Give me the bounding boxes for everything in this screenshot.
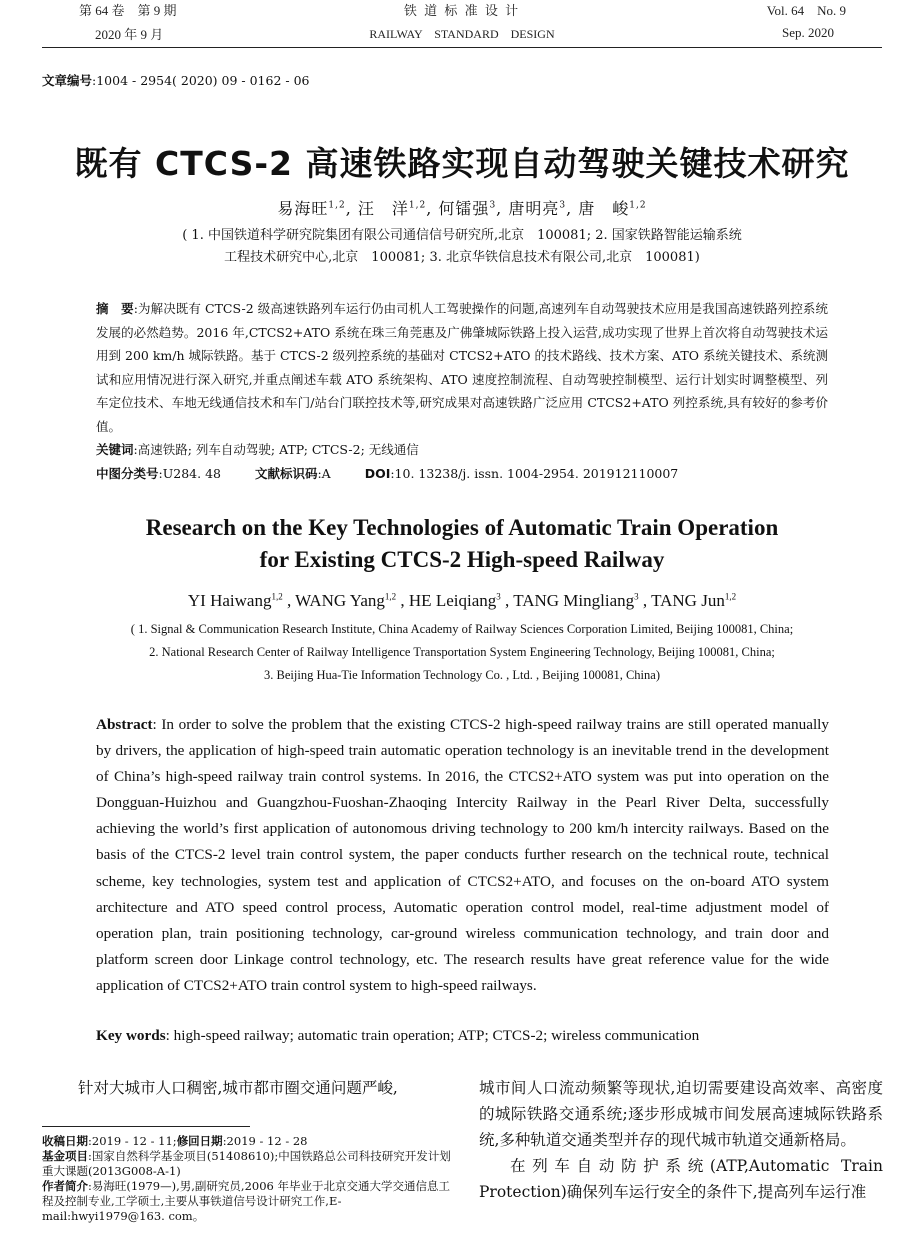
footnote-funding xyxy=(42,1149,452,1179)
keywords-en-text: : high-speed railway; automatic train operation; ATP; CTCS-2; wireless communication xyxy=(165,1027,700,1044)
affiliations-en xyxy=(0,618,924,687)
author-separator: , xyxy=(500,591,514,610)
footnote-text: :国家自然科学基金项目(51408610);中国铁路总公司科技研究开发计划重大课题(2013G008-A-1) xyxy=(42,1149,451,1178)
author-name-cn: 汪 洋 xyxy=(357,199,409,218)
abstract-cn-text: :为解决既有 CTCS-2 级高速铁路列车运行仍由司机人工驾驶操作的问题,高速列车自动驾驶技术应用是我国高速铁路列控系统发展的必然趋势。2016 年,CTCS2+ATO 系统在珠三角莞惠及广佛肇城际铁路上投入运营,成功实现了世界上首次将自动驾驶技术运用到 200 km/h 城际铁路。基于 CTCS-2 级列控系统的基础对 CTCS2+ATO 的技术路线、技术方案、ATO 系统关键技术、系统测试和应用情况进行深入研究,并重点阐述车载 ATO 系统架构、ATO 速度控制流程、自动驾驶控制模型、运行计划实时调整模型、列车定位技术、车地无线通信技术和车门/站台门联控技术等,研究成果对高速铁路广泛应用 CTCS2+ATO 列控系统,具有较好的参考价值。 xyxy=(96,301,828,434)
footnote-label: 基金项目 xyxy=(42,1149,88,1163)
author-name-en: YI Haiwang xyxy=(187,591,272,610)
affiliation-superscript: 3 xyxy=(634,591,639,602)
author-separator: , xyxy=(566,199,579,218)
clc-value: :U284. 48 xyxy=(158,466,221,481)
article-number xyxy=(42,71,310,89)
keywords-cn-label: 关键词 xyxy=(96,442,134,457)
clc-label: 中图分类号 xyxy=(96,466,159,481)
header-volume-en: Vol. 64 No. 9 xyxy=(766,3,846,18)
affiliation-superscript: 3 xyxy=(489,200,497,211)
page-title-en xyxy=(0,512,924,576)
author-name-cn: 何镭强 xyxy=(438,199,490,218)
article-number-value: :1004 - 2954( 2020) 09 - 0162 - 06 xyxy=(92,73,310,88)
affiliations-cn xyxy=(0,225,924,269)
abstract-cn-label: 摘 要 xyxy=(96,301,134,316)
footnote-text: :2019 - 12 - 11; xyxy=(88,1134,177,1148)
footnote-text: :2019 - 12 - 28 xyxy=(222,1134,308,1148)
abstract-en xyxy=(96,712,829,999)
author-name-cn: 易海旺 xyxy=(277,199,329,218)
doc-code-value: :A xyxy=(317,466,331,481)
affiliation-superscript: 1,2 xyxy=(408,200,427,211)
body-right-column xyxy=(479,1075,883,1205)
affiliation-superscript: 3 xyxy=(496,591,501,602)
footnote-author-bio xyxy=(42,1179,452,1224)
author-separator: , xyxy=(638,591,652,610)
author-separator: , xyxy=(496,199,509,218)
footnote-received xyxy=(42,1134,452,1149)
author-separator: , xyxy=(282,591,296,610)
author-name-en: WANG Yang xyxy=(295,591,385,610)
footnote-label: 收稿日期 xyxy=(42,1134,88,1148)
abstract-cn xyxy=(96,297,828,438)
footnote-text: :易海旺(1979—),男,副研究员,2006 年毕业于北京交通大学交通信息工程及控制专业,工学硕士,主要从事铁道信号设计研究工作,E-mail:hwyi1979@163. com。 xyxy=(42,1179,451,1223)
affiliation-superscript: 1,2 xyxy=(629,200,647,211)
body-paragraph: 城市间人口流动频繁等现状,迫切需要建设高效率、高密度的城际铁路交通系统;逐步形成城市间发展高速城际铁路系统,多种轨道交通类型并存的现代城市轨道交通新格局。 xyxy=(479,1079,883,1149)
affiliation-superscript: 1,2 xyxy=(724,591,737,602)
authors-cn xyxy=(0,196,924,219)
header-journal-cn: 铁 道 标 准 设 计 xyxy=(403,3,521,18)
title-en-line: Research on the Key Technologies of Automatic Train Operation xyxy=(145,515,779,540)
affiliation-superscript: 1,2 xyxy=(384,591,397,602)
header-date-cn: 2020 年 9 月 xyxy=(95,27,164,42)
header-volume-cn: 第 64 卷 第 9 期 xyxy=(79,3,177,18)
affiliation-superscript: 1,2 xyxy=(328,200,346,211)
keywords-cn-text: :高速铁路; 列车自动驾驶; ATP; CTCS-2; 无线通信 xyxy=(133,442,419,457)
doi-label: DOI xyxy=(364,466,391,481)
footnote-label: 修回日期 xyxy=(176,1134,223,1148)
author-name-en: TANG Jun xyxy=(651,591,725,610)
affiliation-en-line: ( 1. Signal & Communication Research Institute, China Academy of Railway Sciences Corporation Limited, Beijing 100081, China; xyxy=(130,622,794,636)
authors-en xyxy=(0,591,924,611)
article-number-label: 文章编号 xyxy=(42,73,93,88)
classification-line xyxy=(96,464,678,482)
footnote-label: 作者简介 xyxy=(42,1179,88,1193)
doi-value: :10. 13238/j. issn. 1004-2954. 201912110007 xyxy=(390,466,679,481)
author-separator: , xyxy=(396,591,409,610)
doc-code-label: 文献标识码 xyxy=(254,466,318,481)
affiliation-cn-line: 工程技术研究中心,北京 100081; 3. 北京华铁信息技术有限公司,北京 100081) xyxy=(224,250,700,265)
page-title-cn: 既有 CTCS-2 高速铁路实现自动驾驶关键技术研究 xyxy=(74,144,850,183)
body-paragraph: 在列车自动防护系统(ATP,Automatic Train Protection)确保列车运行安全的条件下,提高列车运行准 xyxy=(479,1157,883,1201)
body-left-column: 针对大城市人口稠密,城市都市圈交通问题严峻, xyxy=(78,1079,398,1097)
title-en-line: for Existing CTCS-2 High-speed Railway xyxy=(259,547,665,572)
keywords-en-label: Key words xyxy=(96,1027,166,1044)
abstract-en-text: : In order to solve the problem that the existing CTCS-2 high-speed railway trains are still operated manually by drivers, the application of high-speed train automatic operation technology is an inevitable trend in the development of China’s high-speed railway train control systems. In 2016, the CTCS2+ATO system was put into operation on the Dongguan-Huizhou and Guangzhou-Fuoshan-Zhaoqing Intercity Railway in the Pearl River Delta, successfully achieving the world’s first application of autonomous driving technology to 200 km/h intercity railways. Based on the basis of the CTCS-2 level train control system, the paper conducts further research on the technical route, technical scheme, key technologies, system test and application of CTCS2+ATO, and focuses on the on-board ATO system architecture and ATO speed control process, Automatic operation control model, real-time adjustment model of operation plan, train positioning technology, car-ground wireless communication technology, and train door and platform screen door Linkage control technology, etc. The research results have great reference value for the wide application of CTCS2+ATO train control system to high-speed railways. xyxy=(96,716,829,994)
header-rule xyxy=(42,47,882,48)
author-name-en: TANG Mingliang xyxy=(513,591,635,610)
affiliation-superscript: 1,2 xyxy=(271,591,283,602)
author-separator: , xyxy=(345,199,358,218)
affiliation-en-line: 3. Beijing Hua-Tie Information Technology Co. , Ltd. , Beijing 100081, China) xyxy=(264,668,660,682)
author-separator: , xyxy=(426,199,439,218)
author-name-cn: 唐 峻 xyxy=(578,199,630,218)
affiliation-superscript: 3 xyxy=(559,200,567,211)
footnotes xyxy=(42,1134,452,1224)
author-name-en: HE Leiqiang xyxy=(408,591,497,610)
keywords-en xyxy=(96,1027,699,1045)
abstract-en-label: Abstract xyxy=(96,716,153,733)
affiliation-en-line: 2. National Research Center of Railway Intelligence Transportation System Engineering Technology, Beijing 100081, China; xyxy=(149,645,775,659)
author-name-cn: 唐明亮 xyxy=(508,199,560,218)
keywords-cn xyxy=(96,440,419,458)
header-journal-en: RAILWAY STANDARD DESIGN xyxy=(369,27,555,41)
header-date-en: Sep. 2020 xyxy=(782,25,834,40)
affiliation-cn-line: ( 1. 中国铁道科学研究院集团有限公司通信信号研究所,北京 100081; 2. 国家铁路智能运输系统 xyxy=(182,228,742,243)
footnote-rule xyxy=(42,1126,250,1127)
